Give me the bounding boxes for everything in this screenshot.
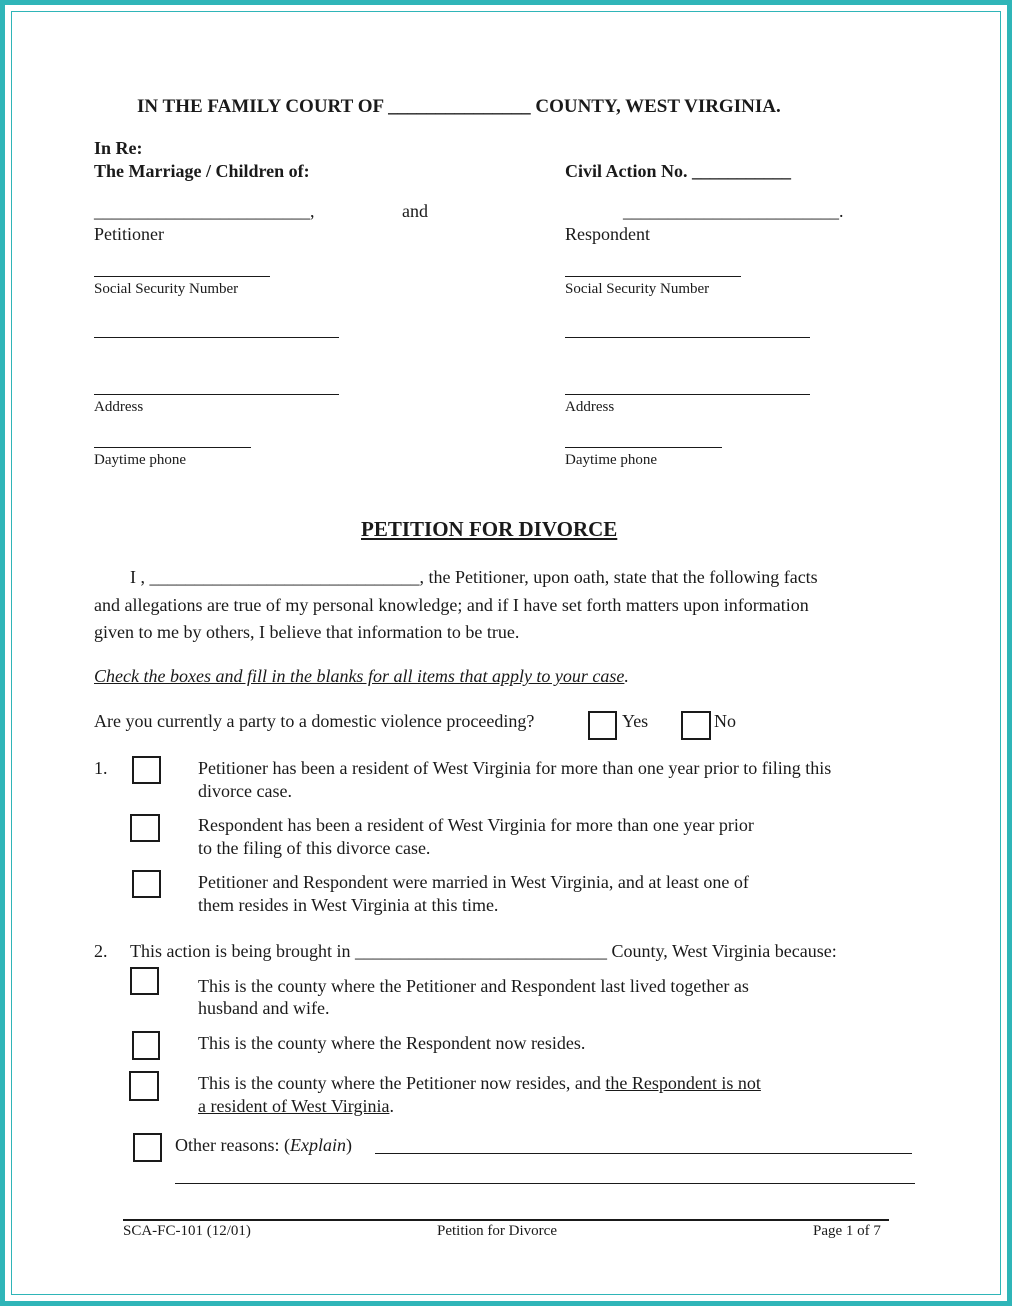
section-2-item-3-line-2-end: . (389, 1096, 394, 1116)
footer-page-number: Page 1 of 7 (813, 1223, 881, 1239)
other-reasons-line-2[interactable] (175, 1183, 915, 1184)
section-1-item-2-line-2: to the filing of this divorce case. (198, 838, 431, 858)
petitioner-ssn-label: Social Security Number (94, 281, 239, 297)
document-title: PETITION FOR DIVORCE (361, 517, 618, 541)
in-re-label: In Re: (94, 138, 143, 158)
respondent-ssn-label: Social Security Number (565, 281, 710, 297)
dv-no-label: No (714, 711, 736, 731)
petitioner-address-label: Address (94, 399, 144, 415)
intro-line-3: given to me by others, I believe that information to be true. (94, 622, 520, 642)
other-reasons-line-1[interactable] (375, 1153, 912, 1154)
footer-doc-name: Petition for Divorce (437, 1223, 557, 1239)
section-1-item-2-checkbox[interactable] (130, 814, 160, 842)
marriage-children-label: The Marriage / Children of: (94, 161, 310, 181)
section-2-number: 2. (94, 941, 108, 961)
section-1-item-3-checkbox[interactable] (132, 870, 161, 898)
respondent-address-line-2[interactable] (565, 394, 810, 395)
section-2-item-3-line-1-b: the Respondent is not (605, 1073, 761, 1093)
respondent-name-blank[interactable]: ________________________. (623, 201, 844, 221)
section-1-number: 1. (94, 758, 108, 778)
petitioner-label: Petitioner (94, 224, 164, 244)
instructions (94, 666, 629, 687)
section-2-item-3-line-2 (198, 1096, 394, 1117)
intro-line-2: and allegations are true of my personal knowledge; and if I have set forth matters upon information (94, 595, 809, 615)
instructions-period: . (624, 666, 629, 686)
section-2-item-1-line-2: husband and wife. (198, 998, 330, 1018)
section-2-item-3-line-2-text: a resident of West Virginia (198, 1096, 390, 1116)
respondent-phone-label: Daytime phone (565, 452, 658, 468)
respondent-ssn-line[interactable] (565, 276, 741, 277)
section-2-item-1-checkbox[interactable] (130, 967, 159, 995)
section-2-item-2-checkbox[interactable] (132, 1031, 160, 1060)
petitioner-name-blank[interactable]: ________________________, (94, 201, 315, 221)
respondent-address-label: Address (565, 399, 615, 415)
section-1-item-3-line-2: them resides in West Virginia at this time. (198, 895, 499, 915)
section-2-item-2-line-1: This is the county where the Respondent now resides. (198, 1033, 586, 1053)
respondent-address-line-1[interactable] (565, 337, 810, 338)
section-1-item-1-line-1: Petitioner has been a resident of West Virginia for more than one year prior to filing this (198, 758, 832, 778)
section-2-other-label (175, 1135, 352, 1156)
dv-yes-checkbox[interactable] (588, 711, 617, 740)
other-label-b: Explain (289, 1135, 346, 1155)
section-2-item-3-checkbox[interactable] (129, 1071, 159, 1101)
petitioner-address-line-1[interactable] (94, 337, 339, 338)
petitioner-phone-line[interactable] (94, 447, 251, 448)
other-label-a: Other reasons: ( (175, 1135, 290, 1155)
section-2-lead: This action is being brought in ____________________________ County, West Virginia because: (130, 941, 837, 961)
court-heading: IN THE FAMILY COURT OF _______________ COUNTY, WEST VIRGINIA. (137, 96, 781, 117)
other-label-c: ) (345, 1135, 352, 1155)
section-1-item-2-line-1: Respondent has been a resident of West Virginia for more than one year prior (198, 815, 754, 835)
dv-question: Are you currently a party to a domestic violence proceeding? (94, 711, 535, 731)
and-label: and (402, 201, 428, 221)
petitioner-address-line-2[interactable] (94, 394, 339, 395)
footer-form-id: SCA-FC-101 (12/01) (123, 1223, 251, 1239)
section-2-item-1-line-1: This is the county where the Petitioner and Respondent last lived together as (198, 976, 749, 996)
section-1-item-1-checkbox[interactable] (132, 756, 161, 784)
intro-line-1: I , ______________________________, the Petitioner, upon oath, state that the following facts (130, 567, 818, 587)
section-1-item-3-line-1: Petitioner and Respondent were married in West Virginia, and at least one of (198, 872, 749, 892)
section-2-item-3-line-1 (198, 1073, 761, 1094)
civil-action-number[interactable]: Civil Action No. ___________ (565, 161, 792, 181)
dv-yes-label: Yes (622, 711, 649, 731)
petitioner-phone-label: Daytime phone (94, 452, 187, 468)
footer-rule (123, 1219, 889, 1221)
petitioner-ssn-line[interactable] (94, 276, 270, 277)
respondent-phone-line[interactable] (565, 447, 722, 448)
section-2-item-3-line-1-a: This is the county where the Petitioner now resides, and (198, 1073, 606, 1093)
section-1-item-1-line-2: divorce case. (198, 781, 292, 801)
dv-no-checkbox[interactable] (681, 711, 711, 740)
respondent-label: Respondent (565, 224, 650, 244)
section-2-other-checkbox[interactable] (133, 1133, 162, 1162)
instructions-text: Check the boxes and fill in the blanks for all items that apply to your case (94, 666, 625, 686)
